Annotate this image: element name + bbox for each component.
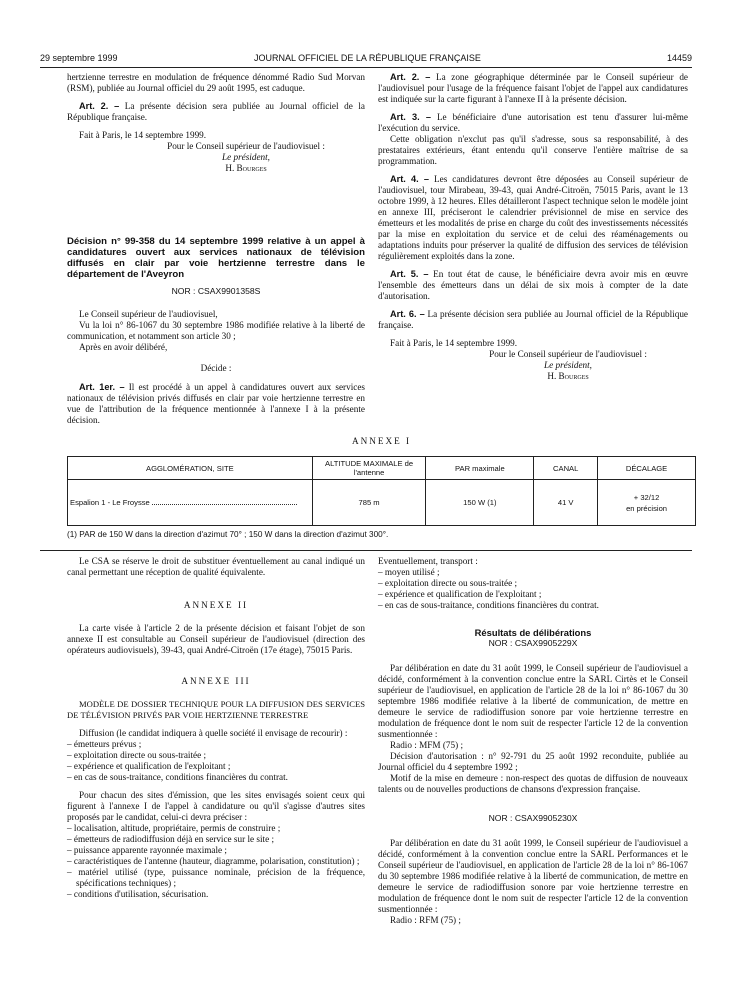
header-journal-title: JOURNAL OFFICIEL DE LA RÉPUBLIQUE FRANÇAISE: [254, 53, 481, 63]
list-item: – localisation, altitude, propriétaire, permis de construire ;: [67, 823, 281, 833]
signature-line: Pour le Conseil supérieur de l'audiovisuel :: [489, 349, 647, 359]
leader-dots: [152, 504, 297, 505]
header-date: 29 septembre 1999: [40, 53, 118, 63]
list-item: – expérience et qualification de l'exploitant ;: [67, 761, 231, 771]
annexe-2-title: ANNEXE II: [183, 600, 249, 610]
csa-note: Le CSA se réserve le droit de substituer éventuellement au canal indiqué un canal permettant une réception de qualité équivalente.: [67, 556, 365, 577]
resultats-title: Résultats de délibérations: [474, 627, 592, 638]
signature-block-left: [67, 141, 365, 174]
column-header: CANAL: [534, 457, 598, 480]
signature-title: Le président,: [544, 360, 592, 370]
decision-p3: Après en avoir délibéré,: [79, 342, 168, 352]
diffusion-list: [67, 739, 365, 783]
article-6: [378, 309, 688, 331]
authorization-1: Décision d'autorisation : n° 92-791 du 25 août 1992 reconduite, publiée au Journal officiel du 4 septembre 1992 ;: [378, 751, 688, 772]
annexe-2-text: La carte visée à l'article 2 de la présente décision et faisant l'objet de son annexe II est consultable au Conseil supérieur de l'audiovisuel (direction des opérateurs audiovisuels), 39-43, quai André-Citroën (17e étage), 75015 Paris.: [67, 623, 365, 655]
left-column-top: [67, 72, 365, 174]
signature-title: Le président,: [222, 152, 270, 162]
decision-nor: NOR : CSAX9901358S: [171, 286, 261, 296]
cell-par: 150 W (1): [426, 480, 534, 526]
list-item: – caractéristiques de l'antenne (hauteur, diagramme, polarisation, constitution) ;: [67, 856, 360, 866]
article-label: Art. 2. –: [390, 72, 431, 82]
article-label: Art. 3. –: [390, 112, 431, 122]
page-header: [40, 53, 692, 67]
article-text: La zone géographique déterminée par le Conseil supérieur de l'audiovisuel pour l'usage de la fréquence faisant l'objet de l'appel aux candidatures est indiquée sur la carte figurant à l'annexe II à la présente décision.: [378, 72, 689, 104]
article-text: Il est procédé à un appel à candidatures ouvert aux services nationaux de télévision privés diffusés en clair par voie hertzienne terrestre en vue de l'attribution de la fréquence mentionnée à l'annexe I à la présente décision.: [67, 382, 365, 425]
article-1: [67, 382, 365, 426]
decision-block: [67, 236, 365, 426]
article-2-left: [67, 101, 365, 123]
article-text: La présente décision sera publiée au Journal officiel de la République française.: [378, 309, 688, 330]
table-row: [68, 480, 696, 526]
lower-left-column: [67, 556, 365, 900]
signature-block-right: [378, 349, 688, 382]
signature-name: H. Bourges: [225, 163, 267, 173]
sites-intro: Pour chacun des sites d'émission, que les sites envisagés soient ceux qui figurent à l'annexe I de l'appel à candidature ou qu'il s'agisse d'autres sites proposés par le candidat, celui-ci devra préciser :: [67, 790, 365, 822]
cell-decalage: [598, 480, 696, 526]
decide-heading: Décide :: [200, 363, 232, 373]
article-text: La présente décision sera publiée au Journal officiel de la République française.: [67, 101, 365, 122]
transport-intro: Eventuellement, transport :: [378, 556, 478, 566]
list-item: – puissance apparente rayonnée maximale ;: [67, 845, 227, 855]
fait-a-paris-left: Fait à Paris, le 14 septembre 1999.: [79, 130, 207, 140]
annexe-1-table: [67, 456, 696, 526]
annexe-3-title: ANNEXE III: [181, 676, 251, 686]
article-label: Art. 6. –: [390, 309, 425, 319]
article-text: Le bénéficiaire d'une autorisation est tenu d'assurer lui-même l'exécution du service.: [378, 112, 688, 133]
radio-1: Radio : MFM (75) ;: [390, 740, 463, 750]
list-item: – expérience et qualification de l'exploitant ;: [378, 589, 542, 599]
column-header: PAR maximale: [426, 457, 534, 480]
header-rule: [40, 67, 692, 68]
article-3: [378, 112, 688, 134]
sites-list: [67, 823, 365, 900]
nor-2: NOR : CSAX9905230X: [488, 813, 578, 823]
list-item: – émetteurs de radiodiffusion déjà en service sur le site ;: [67, 834, 274, 844]
decalage-value: + 32/12: [633, 492, 660, 502]
diffusion-intro: Diffusion (le candidat indiquera à quelle société il envisage de recourir) :: [79, 728, 348, 738]
site-name: Espalion 1 - Le Froysse: [70, 498, 150, 507]
list-item: – exploitation directe ou sous-traitée ;: [67, 750, 207, 760]
radio-2: Radio : RFM (75) ;: [390, 915, 461, 925]
annexe-3-subtitle: MODÈLE DE DOSSIER TECHNIQUE POUR LA DIFFUSION DES SERVICES DE TÉLÉVISION PRIVÉS PAR VOIE HERTZIENNE TERRESTRE: [67, 699, 365, 720]
column-header: AGGLOMÉRATION, SITE: [68, 457, 313, 480]
fait-a-paris-right: Fait à Paris, le 14 septembre 1999.: [390, 338, 518, 348]
list-item: – moyen utilisé ;: [378, 567, 440, 577]
list-item: – exploitation directe ou sous-traitée ;: [378, 578, 518, 588]
article-text: Les candidatures devront être déposées au Conseil supérieur de l'audiovisuel, tour Mirabeau, 39-43, quai André-Citroën, 75015 Paris, avant le 13 octobre 1999, à 12 heures. Elles détailleront l'aspect technique selon le modèle joint en annexe III, préciseront le calendrier prévisionnel de mise en service des émetteurs et les modalités de prise en charge du coût des investissements nécessités par la mise en exploitation du service et de celui des réaménagements ou adaptations induits pour préserver la qualité de diffusion des services de télévision régulièrement exploités dans la zone.: [378, 174, 689, 261]
section-rule: [40, 550, 692, 551]
article-label: Art. 1er. –: [79, 382, 125, 392]
decision-title: Décision n° 99-358 du 14 septembre 1999 relative à un appel à candidatures ouvert aux services nationaux de télévision diffusés en clair par voie hertzienne terrestre dans le département de l'Aveyron: [67, 236, 365, 280]
decision-p1: Le Conseil supérieur de l'audiovisuel,: [79, 309, 218, 319]
decalage-note: en précision: [626, 503, 668, 513]
header-page-number: 14459: [666, 53, 692, 63]
list-item: – conditions d'utilisation, sécurisation.: [67, 889, 209, 899]
deliberation-1: Par délibération en date du 31 août 1999, le Conseil supérieur de l'audiovisuel a décidé, conformément à la convention conclue entre la SARL Cirtès et le Conseil supérieur de l'audiovisuel, en application de l'article 28 de la loi n° 86-1067 du 30 septembre 1986 modifiée relative à la liberté de communication, de mettre en demeure le service de radiodiffusion sonore par voie hertzienne terrestre en modulation de fréquence dont le nom suit de respecter l'article 12 de la convention susmentionnée :: [378, 663, 688, 739]
decision-p2: Vu la loi n° 86-1067 du 30 septembre 1986 modifiée relative à la liberté de communication, et notamment son article 30 ;: [67, 320, 365, 341]
article-3-p2: Cette obligation n'exclut pas qu'il s'adresse, sous sa responsabilité, à des prestataires extérieurs, étant entendu qu'il conserve l'entière maîtrise de sa programmation.: [378, 134, 688, 166]
lower-right-column: [378, 556, 688, 926]
list-item: – en cas de sous-traitance, conditions financières du contrat.: [378, 600, 599, 610]
nor-1: NOR : CSAX9905229X: [488, 638, 578, 648]
column-header: DÉCALAGE: [598, 457, 696, 480]
column-header: ALTITUDE MAXIMALE de l'antenne: [312, 457, 426, 480]
article-label: Art. 5. –: [390, 269, 429, 279]
cell-canal: 41 V: [534, 480, 598, 526]
signature-name: H. Bourges: [547, 371, 589, 381]
article-label: Art. 4. –: [390, 174, 430, 184]
article-label: Art. 2. –: [79, 101, 120, 111]
paragraph-caduque: hertzienne terrestre en modulation de fréquence dénommé Radio Sud Morvan (RSM), publiée au Journal officiel du 29 août 1995, est caduque.: [67, 72, 365, 93]
annexe-1-footnote: (1) PAR de 150 W dans la direction d'azimut 70° ; 150 W dans la direction d'azimut 300°.: [67, 530, 389, 539]
transport-list: [378, 567, 688, 611]
article-text: En tout état de cause, le bénéficiaire devra avoir mis en œuvre l'ensemble des émetteurs dans un délai de six mois à compter de la date d'autorisation.: [378, 269, 688, 301]
cell-altitude: 785 m: [312, 480, 426, 526]
article-5: [378, 269, 688, 302]
list-item: – en cas de sous-traitance, conditions financières du contrat.: [67, 772, 288, 782]
deliberation-2: Par délibération en date du 31 août 1999, le Conseil supérieur de l'audiovisuel a décidé, conformément à la convention conclue entre la SARL Performances et le Conseil supérieur de l'audiovisuel, en application de l'article 28 de la loi n° 86-1067 du 30 septembre 1986 modifiée relative à la liberté de communication, de mettre en demeure le service de radiodiffusion sonore par voie hertzienne terrestre en modulation de fréquence dont le nom suit de respecter l'article 12 de la convention susmentionnée :: [378, 838, 688, 914]
cell-site: [68, 480, 313, 526]
article-4: [378, 174, 688, 262]
signature-line: Pour le Conseil supérieur de l'audiovisuel :: [167, 141, 325, 151]
article-2-right: [378, 72, 688, 105]
annexe-1-title: ANNEXE I: [351, 436, 412, 446]
right-column-top: [378, 72, 688, 382]
motif-1: Motif de la mise en demeure : non-respect des quotas de diffusion de nouveaux talents ou de nouvelles productions de chansons d'expression française.: [378, 773, 688, 794]
list-item: – émetteurs prévus ;: [67, 739, 142, 749]
table-header-row: [68, 457, 696, 480]
list-item: – matériel utilisé (type, puissance nominale, précision de la fréquence, spécifications techniques) ;: [67, 867, 365, 888]
